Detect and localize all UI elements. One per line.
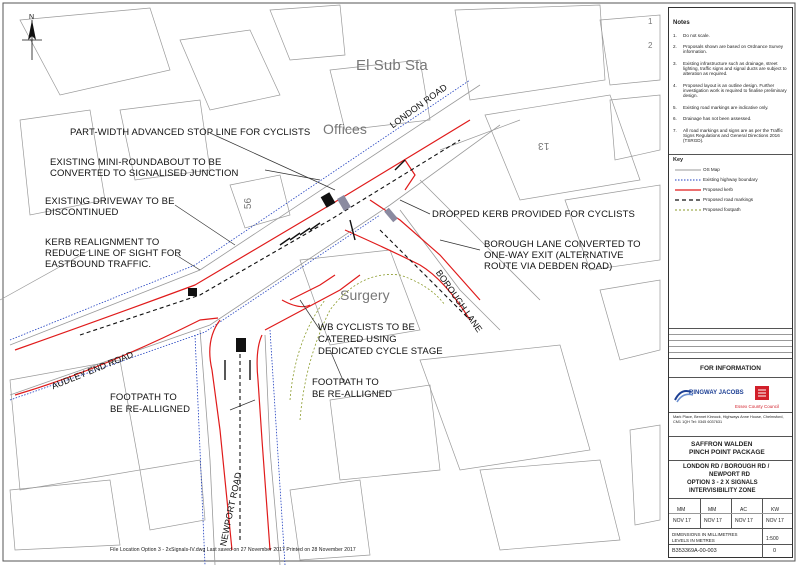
annotation-kerb-3: EASTBOUND TRAFFIC. [45,259,152,270]
key-label: Proposed road markings [703,197,754,202]
divider [669,513,792,514]
package-name: PINCH POINT PACKAGE [689,449,765,456]
annotation-footpath-left-1: FOOTPATH TO [110,392,177,403]
divider [669,334,792,335]
divider [669,358,792,359]
drawing-number: B353369A-00-003 [672,548,717,554]
note-number: 3. [673,61,677,66]
key-label: Existing highway boundary [703,177,758,182]
key-label: Proposed footpath [703,207,741,212]
annotation-wb-cyclists-3: DEDICATED CYCLE STAGE [318,346,443,357]
revision: 0 [773,548,777,554]
note-text: Existing infrastructure such as drainage, street lighting, traffic signs and signal ducts are subject to alteration as required. [683,61,787,77]
divider [669,346,792,347]
building-number-13: 13 [538,140,550,151]
divider [669,377,792,378]
north-label: N [29,14,35,21]
audley-end-road-label: AUDLEY END ROAD [50,349,135,392]
note-number: 6. [673,116,677,121]
drawing-title-line-1: LONDON RD / BOROUGH RD / [683,464,770,470]
annotation-borough-3: ROUTE VIA DEBDEN ROAD) [484,261,613,272]
drawing-title-line-3: OPTION 3 - 2 X SIGNALS [687,480,758,486]
sign-date: NOV 17 [704,518,722,524]
divider [669,154,792,155]
note-text: Proposed layout is an outline design. Further investigation work is required to finalise preliminary design. [683,83,787,99]
annotation-driveway-2: DISCONTINUED [45,207,119,218]
sign-date: NOV 17 [766,518,784,524]
project-name: SAFFRON WALDEN [691,441,753,448]
london-road-label: LONDON ROAD [388,81,449,131]
note-number: 1. [673,33,677,38]
el-sub-sta-label: El Sub Sta [356,57,428,74]
scale-value: 1:500 [766,536,779,542]
note-text: Existing road markings are indicative only. [683,105,769,110]
proposed-kerb [15,120,480,550]
os-buildings [0,5,660,560]
note-text: All road markings and signs are as per the Traffic Signs Regulations and General Directions 2016 (TSRGD). [683,128,783,144]
dimensions-note-2: LEVELS IN METRES [672,538,715,543]
divider [669,352,792,353]
divider [762,528,763,544]
north-arrow [22,20,42,60]
drawing-title-line-4: INTERVISIBILITY ZONE [689,488,756,494]
initials: KW [771,507,780,513]
divider [669,340,792,341]
annotation-footpath-right-1: FOOTPATH TO [312,377,379,388]
file-location: File Location Option 3 - 2xSignals-IV.dwg Last saved on 27 November 2017 Printed on 28 November 2017 [110,547,356,553]
divider [669,528,792,529]
note-number: 7. [673,128,677,133]
borough-lane-label: BOROUGH LANE [433,268,485,335]
divider [669,328,792,329]
annotation-mini-roundabout-1: EXISTING MINI-ROUNDABOUT TO BE [50,157,222,168]
building-number-56: 56 [243,197,255,210]
key-swatches [673,166,703,221]
initials: MM [677,507,686,513]
essex-crest-logo [749,384,777,404]
newport-road-label: NEWPORT ROAD [218,471,244,548]
key-heading: Key [673,157,684,163]
annotation-borough-1: BOROUGH LANE CONVERTED TO [484,239,641,250]
note-number: 5. [673,105,677,110]
address: Mark Place, Bennet Kinnock, Highways Anne House, Chelmsford, CM1 1QH Tel: 0345 6037631 [673,415,784,424]
note-text: Drainage has not been assessed. [683,116,752,121]
dimensions-note-1: DIMENSIONS IN MILLIMETRES [672,532,738,537]
annotation-wb-cyclists-2: CATERED USING [318,334,397,345]
annotation-footpath-right-2: BE RE-ALLIGNED [312,389,393,400]
note-text: Proposals shown are based on Ordnance Survey information. [683,44,784,55]
cycle-symbols [188,192,335,352]
annotation-wb-cyclists-1: WB CYCLISTS TO BE [318,322,415,333]
annotation-mini-roundabout-2: CONVERTED TO SIGNALISED JUNCTION [50,168,239,179]
surgery-label: Surgery [340,287,390,303]
divider [669,436,792,437]
note-number: 2. [673,44,677,49]
key-label: Proposed kerb [703,187,733,192]
building-number-2: 2 [648,41,653,50]
note-text: Do not scale. [683,33,710,38]
divider [669,412,792,413]
note-number: 4. [673,83,677,88]
key-label: OS Map [703,167,720,172]
ringway-jacobs-text: RINGWAY JACOBS [689,390,744,396]
title-block [668,7,793,558]
sign-date: NOV 17 [673,518,691,524]
ringway-jacobs-logo [673,386,733,406]
sign-date: NOV 17 [735,518,753,524]
annotation-kerb-2: REDUCE LINE OF SIGHT FOR [45,248,182,259]
annotation-footpath-left-2: BE RE-ALLIGNED [110,404,191,415]
divider [669,544,792,545]
initials: MM [708,507,717,513]
building-number-1: 1 [648,17,653,26]
initials: AC [740,507,747,513]
essex-text: Essex County Council [735,404,780,409]
signal-heads [337,195,398,222]
drawing-title-line-2: NEWPORT RD [709,472,750,478]
annotation-driveway-1: EXISTING DRIVEWAY TO BE [45,196,175,207]
annotation-dropped-kerb: DROPPED KERB PROVIDED FOR CYCLISTS [432,209,635,220]
offices-label: Offices [323,121,368,137]
notes-heading: Notes [673,20,690,26]
annotation-stop-line: PART-WIDTH ADVANCED STOP LINE FOR CYCLISTS [70,127,311,138]
divider [669,460,792,461]
annotation-borough-2: ONE-WAY EXIT (ALTERNATIVE [484,250,624,261]
status-label: FOR INFORMATION [700,365,761,372]
annotation-kerb-1: KERB REALIGNMENT TO [45,237,160,248]
divider [762,544,763,558]
